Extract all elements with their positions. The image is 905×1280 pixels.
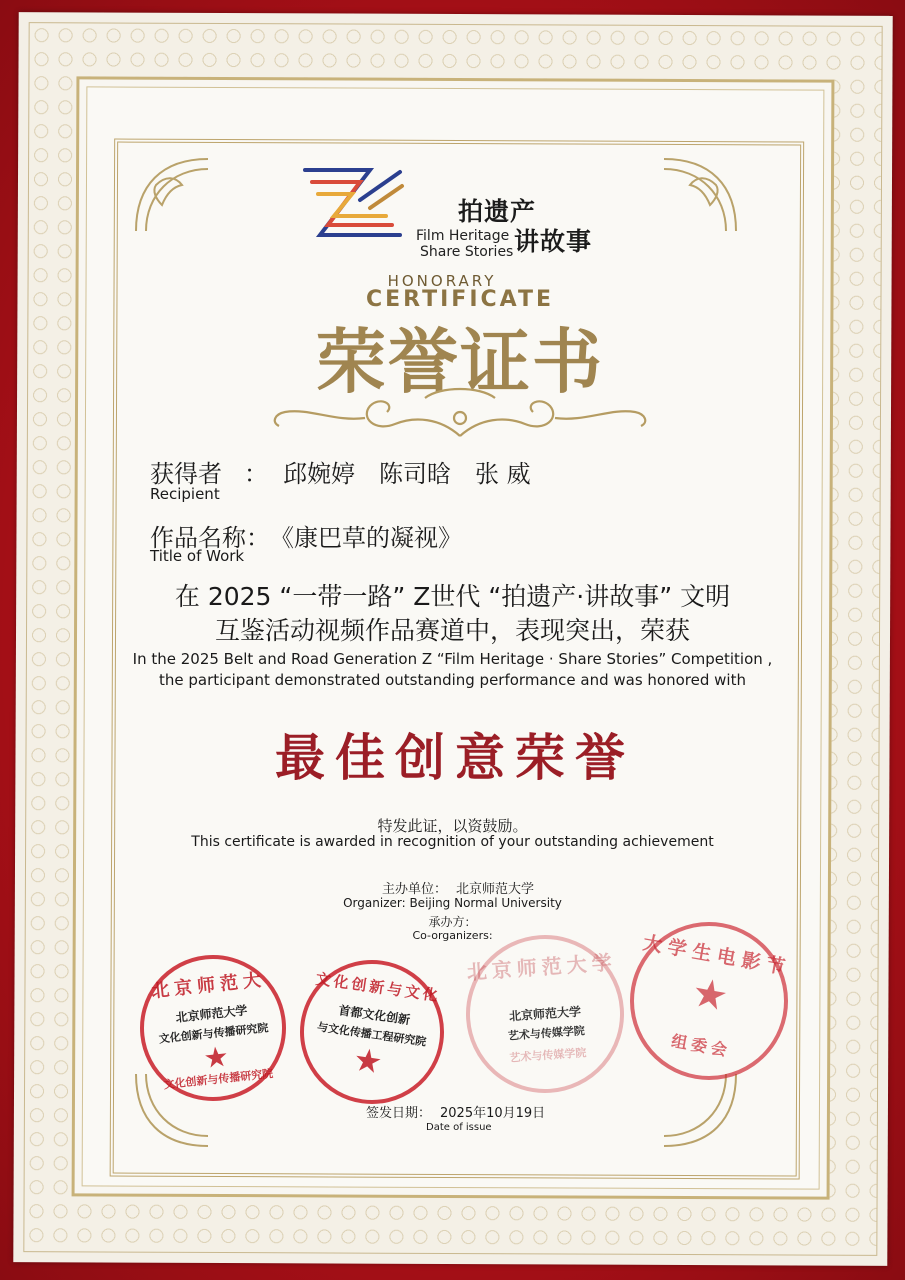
seal-line1: 北京师范大学	[174, 1003, 249, 1025]
work-title: 《康巴草的凝视》	[270, 524, 462, 552]
statement-cn-line2: 互鉴活动视频作品赛道中，表现突出，荣获	[214, 616, 690, 645]
seal-bottom-text: 文化创新与传播研究院	[163, 1067, 274, 1092]
seal-arc-text: 北京师范大	[150, 969, 267, 1003]
recipient-colon: ：	[244, 460, 268, 488]
seal-line1: 首都文化创新	[337, 1003, 411, 1028]
heritage-logo-icon	[300, 160, 410, 250]
co-organizer-label-en: Co-organizers:	[412, 929, 493, 942]
seal-line2: 与文化传播工程研究院	[316, 1020, 428, 1049]
recipient-label-en: Recipient	[150, 485, 220, 503]
recipient-names: 邱婉婷 陈司晗 张 威	[283, 460, 531, 488]
closing-cn: 特发此证，以资鼓励。	[377, 817, 528, 835]
seal-star-icon: ★	[201, 1039, 231, 1076]
issue-date: 2025年10月19日	[440, 1106, 546, 1121]
recipient-label: 获得者	[150, 460, 222, 488]
work-label-en: Title of Work	[150, 547, 245, 565]
certificate-heading: CERTIFICATE	[365, 287, 555, 312]
honorary-heading: HONORARY	[387, 272, 497, 290]
corner-ornament-icon	[132, 155, 212, 235]
award-title: 最佳创意荣誉	[275, 728, 635, 787]
logo-text-cn-line1: 拍遗产	[458, 197, 537, 226]
seal-line2: 文化创新与传播研究院	[158, 1021, 269, 1046]
seal-bottom-text: 艺术与传媒学院	[509, 1046, 587, 1065]
statement-en-line2: the participant demonstrated outstanding performance and was honored with	[159, 671, 746, 689]
seal-line2: 艺术与传媒学院	[507, 1024, 586, 1043]
logo-text-cn-line2: 讲故事	[514, 227, 593, 256]
seal-line1: 北京师范大学	[508, 1004, 582, 1024]
work-label: 作品名称：	[150, 524, 270, 552]
scroll-ornament-icon	[265, 378, 655, 444]
statement-cn-line1: 在 2025 “一带一路” Z世代 “拍遗产·讲故事” 文明	[174, 582, 731, 611]
seal-arc-text: 大学生电影节	[641, 931, 793, 980]
statement-en-line1: In the 2025 Belt and Road Generation Z “Film Heritage · Share Stories” Competition ,	[132, 650, 773, 668]
issue-date-label: 签发日期：	[366, 1106, 432, 1121]
corner-ornament-icon	[660, 1070, 740, 1150]
logo-text-en-line1: Film Heritage	[416, 228, 510, 244]
organizer-label: 主办单位：	[382, 882, 448, 897]
logo-text-en-line2: Share Stories	[420, 244, 514, 260]
seal-star-icon: ★	[351, 1039, 385, 1082]
seal-arc-text: 文化创新与文化	[314, 969, 442, 1006]
closing-en: This certificate is awarded in recognition of your outstanding achievement	[191, 834, 714, 850]
corner-ornament-icon	[660, 155, 740, 235]
co-organizer-label: 承办方：	[428, 915, 477, 929]
organizer-name: 北京师范大学	[456, 882, 535, 897]
issue-date-label-en: Date of issue	[426, 1122, 492, 1133]
seal-bottom-text: 组委会	[669, 1031, 733, 1061]
seal-star-icon: ★	[688, 969, 732, 1021]
seal-arc-text: 北京师范大学	[466, 949, 618, 985]
organizer-en: Organizer: Beijing Normal University	[343, 896, 562, 910]
page-title: 荣誉证书	[316, 320, 604, 403]
